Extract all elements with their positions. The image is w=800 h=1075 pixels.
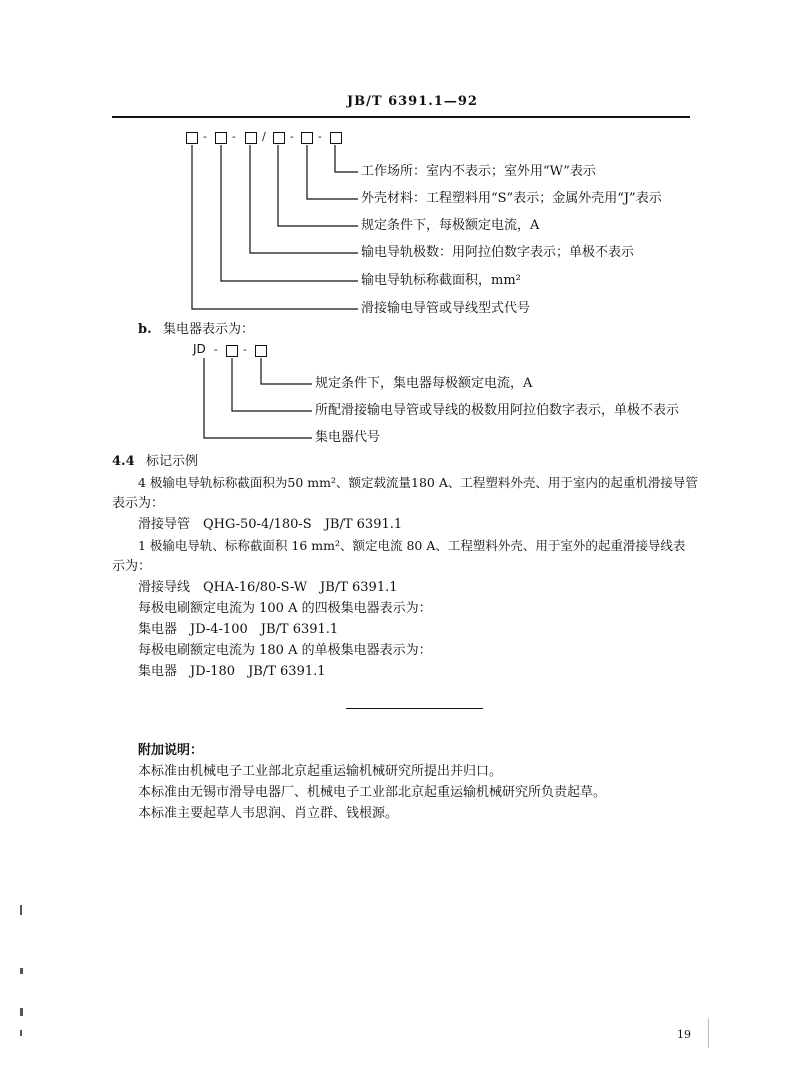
section-number: 4.4 bbox=[112, 454, 135, 469]
notes-title: 附加说明： bbox=[138, 743, 204, 758]
example-line: 1 极输电导轨、标称截面积 16 mm²、额定电流 80 A、工程塑料外壳、用于室外的起重滑接导线表 bbox=[138, 538, 686, 553]
collector-label-code: 集电器代号 bbox=[315, 430, 381, 445]
code-separator: / bbox=[262, 130, 266, 143]
notes-line: 本标准由无锡市滑导电器厂、机械电子工业部北京起重运输机械研究所负责起草。 bbox=[138, 785, 607, 800]
scan-mark bbox=[20, 905, 22, 915]
notes-line: 本标准由机械电子工业部北京起重运输机械研究所提出并归口。 bbox=[138, 764, 503, 779]
code-separator: - bbox=[318, 130, 322, 143]
code-label-current: 规定条件下，每极额定电流，A bbox=[361, 218, 540, 233]
example-line: 表示为： bbox=[112, 496, 165, 511]
code-separator: - bbox=[203, 130, 207, 143]
collector-separator: - bbox=[214, 343, 218, 356]
page-number: 19 bbox=[677, 1028, 691, 1041]
code-label-material: 外壳材料：工程塑料用“S”表示；金属外壳用“J”表示 bbox=[361, 191, 662, 206]
collector-label-poles: 所配滑接输电导管或导线的极数用阿拉伯数字表示，单极不表示 bbox=[315, 403, 680, 418]
end-rule bbox=[346, 708, 483, 709]
document-code: JB/T 6391.1—92 bbox=[347, 94, 478, 109]
collector-box-poles bbox=[226, 345, 238, 357]
example-line: 每极电刷额定电流为 180 A 的单极集电器表示为： bbox=[138, 643, 432, 658]
collector-heading: 集电器表示为： bbox=[163, 322, 255, 337]
scan-mark bbox=[708, 1018, 709, 1048]
collector-separator: - bbox=[243, 343, 247, 356]
collector-prefix: JD bbox=[193, 342, 206, 356]
code-separator: - bbox=[232, 130, 236, 143]
code-label-section: 输电导轨标称截面积，mm² bbox=[361, 273, 521, 288]
code-label-location: 工作场所：室内不表示；室外用“W”表示 bbox=[361, 164, 596, 179]
example-line: 4 极输电导轨标称截面积为50 mm²、额定载流量180 A、工程塑料外壳、用于室内的起重机滑接导管 bbox=[138, 475, 698, 490]
notes-line: 本标准主要起草人韦思润、肖立群、钱根源。 bbox=[138, 806, 399, 821]
scan-mark bbox=[20, 1030, 22, 1036]
collector-box-current bbox=[255, 345, 267, 357]
collector-heading-letter: b. bbox=[138, 322, 152, 337]
scan-mark bbox=[20, 968, 23, 974]
example-line: 示为： bbox=[112, 559, 152, 574]
collector-label-current: 规定条件下，集电器每极额定电流，A bbox=[315, 376, 533, 391]
code-separator: - bbox=[290, 130, 294, 143]
example-line: 滑接导线 QHA-16/80-S-W JB/T 6391.1 bbox=[138, 580, 398, 595]
example-line: 集电器 JD-4-100 JB/T 6391.1 bbox=[138, 622, 339, 637]
code-label-poles: 输电导轨极数：用阿拉伯数字表示；单极不表示 bbox=[361, 245, 635, 260]
example-line: 集电器 JD-180 JB/T 6391.1 bbox=[138, 664, 326, 679]
code-label-type: 滑接输电导管或导线型式代号 bbox=[361, 301, 531, 316]
example-line: 滑接导管 QHG-50-4/180-S JB/T 6391.1 bbox=[138, 517, 403, 532]
section-title: 标记示例 bbox=[146, 454, 199, 469]
scan-mark bbox=[20, 1008, 23, 1016]
example-line: 每极电刷额定电流为 100 A 的四极集电器表示为： bbox=[138, 601, 432, 616]
